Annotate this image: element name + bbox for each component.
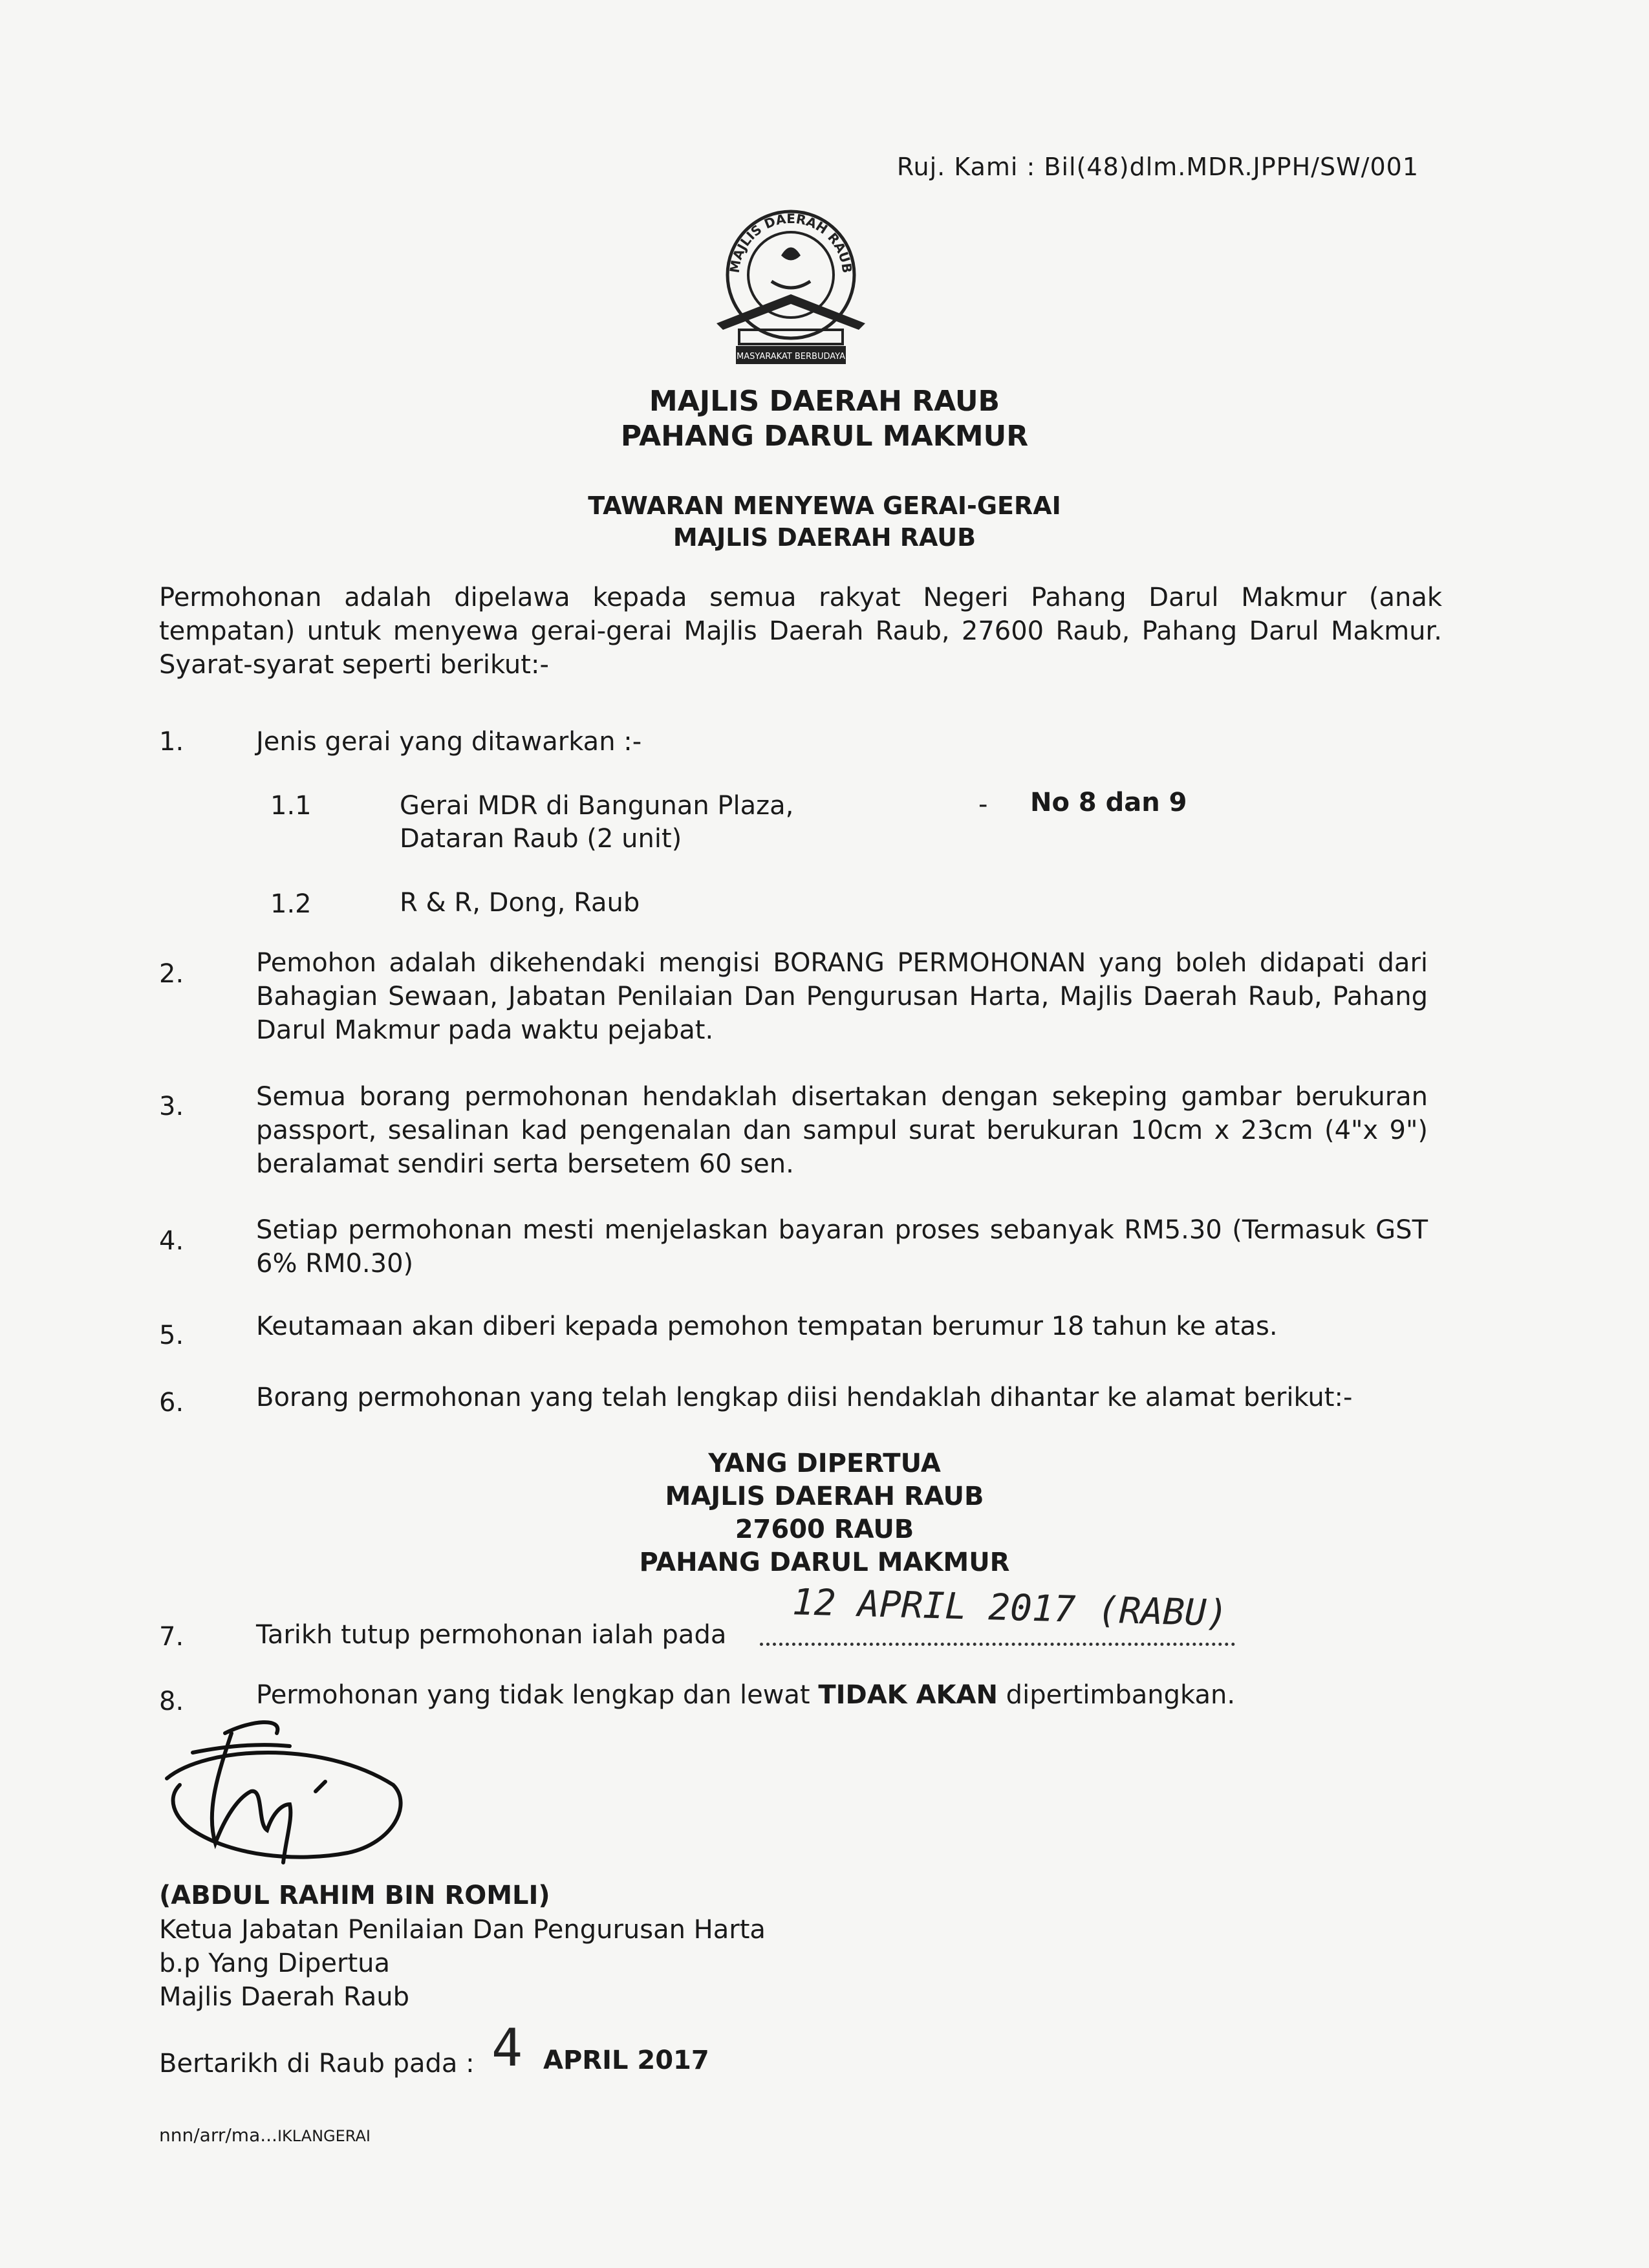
item-4-text: Setiap permohonan mesti menjelaskan bayaran proses sebanyak RM5.30 (Termasuk GST 6% RM0.30) bbox=[256, 1215, 1428, 1279]
signatory-name: (ABDUL RAHIM BIN ROMLI) bbox=[159, 1881, 550, 1910]
item-1-2-number: 1.2 bbox=[270, 889, 312, 919]
title-line-1: TAWARAN MENYEWA GERAI-GERAI bbox=[588, 491, 1061, 520]
signature-mark bbox=[154, 1707, 413, 1882]
item-1-1-number: 1.1 bbox=[270, 791, 312, 821]
item-1-1-text-line-1: Gerai MDR di Bangunan Plaza, bbox=[400, 791, 794, 821]
item-6-text: Borang permohonan yang telah lengkap diisi hendaklah dihantar ke alamat berikut:- bbox=[256, 1383, 1353, 1412]
title-line-2: MAJLIS DAERAH RAUB bbox=[673, 523, 976, 552]
item-1-1-dash: - bbox=[978, 790, 988, 819]
item-1-1-text-line-2: Dataran Raub (2 unit) bbox=[400, 824, 682, 854]
date-day-handwritten: 4 bbox=[491, 2018, 523, 2078]
address-line-2: MAJLIS DAERAH RAUB bbox=[665, 1482, 984, 1511]
item-1-text: Jenis gerai yang ditawarkan :- bbox=[256, 727, 642, 757]
logo-ring-text: MAJLIS DAERAH RAUB bbox=[726, 210, 856, 274]
item-1-number: 1. bbox=[159, 727, 184, 757]
date-month-year: APRIL 2017 bbox=[543, 2046, 709, 2075]
item-7-text: Tarikh tutup permohonan ialah pada bbox=[256, 1620, 727, 1650]
item-5-number: 5. bbox=[159, 1321, 184, 1350]
header-line-1: MAJLIS DAERAH RAUB bbox=[649, 385, 1000, 418]
address-line-3: 27600 RAUB bbox=[735, 1515, 914, 1544]
item-2-text: Pemohon adalah dikehendaki mengisi BORANG PERMOHONAN yang boleh didapati dari Bahagian Sewaan, Jabatan Penilaian Dan Pengurusan Harta, Majlis Daerah Raub, Pahang Darul Makmur pada waktu pejabat. bbox=[256, 948, 1428, 1045]
intro-paragraph: Permohonan adalah dipelawa kepada semua rakyat Negeri Pahang Darul Makmur (anak tempatan) untuk menyewa gerai-gerai Majlis Daerah Raub, 27600 Raub, Pahang Darul Makmur. Syarat-syarat seperti berikut:- bbox=[159, 583, 1442, 680]
signatory-on-behalf: b.p Yang Dipertua bbox=[159, 1949, 391, 1978]
item-7-number: 7. bbox=[159, 1622, 184, 1652]
item-3-number: 3. bbox=[159, 1092, 184, 1121]
item-8-number: 8. bbox=[159, 1687, 184, 1716]
item-3-text: Semua borang permohonan hendaklah disertakan dengan sekeping gambar berukuran passport, sesalinan kad pengenalan dan sampul surat berukuran 10cm x 23cm (4"x 9") beralamat sendiri serta bersetem 60 sen. bbox=[256, 1082, 1428, 1179]
signatory-position: Ketua Jabatan Penilaian Dan Pengurusan Harta bbox=[159, 1915, 766, 1945]
item-8-text: Permohonan yang tidak lengkap dan lewat TIDAK AKAN dipertimbangkan. bbox=[256, 1680, 1236, 1710]
svg-text:MAJLIS DAERAH RAUB bbox=[727, 211, 856, 274]
item-1-1-value: No 8 dan 9 bbox=[1030, 788, 1187, 817]
item-1-2-text: R & R, Dong, Raub bbox=[400, 888, 640, 918]
footer-reference: nnn/arr/ma...IKLANGERAI bbox=[159, 2124, 371, 2146]
closing-date-dotted-line bbox=[760, 1636, 1235, 1646]
header-line-2: PAHANG DARUL MAKMUR bbox=[620, 420, 1029, 453]
logo-banner-text: MASYARAKAT BERBUDAYA bbox=[737, 352, 845, 362]
date-label: Bertarikh di Raub pada : bbox=[159, 2049, 475, 2079]
item-6-number: 6. bbox=[159, 1388, 184, 1418]
council-logo bbox=[710, 204, 872, 378]
reference-number: Ruj. Kami : Bil(48)dlm.MDR.JPPH/SW/001 bbox=[896, 153, 1419, 181]
closing-date-handwritten: 12 APRIL 2017 (RABU) bbox=[792, 1581, 1229, 1635]
address-line-4: PAHANG DARUL MAKMUR bbox=[639, 1548, 1010, 1577]
item-4-number: 4. bbox=[159, 1226, 184, 1256]
signatory-organisation: Majlis Daerah Raub bbox=[159, 1982, 410, 2012]
address-line-1: YANG DIPERTUA bbox=[708, 1449, 941, 1478]
item-5-text: Keutamaan akan diberi kepada pemohon tempatan berumur 18 tahun ke atas. bbox=[256, 1312, 1278, 1341]
item-2-number: 2. bbox=[159, 959, 184, 989]
